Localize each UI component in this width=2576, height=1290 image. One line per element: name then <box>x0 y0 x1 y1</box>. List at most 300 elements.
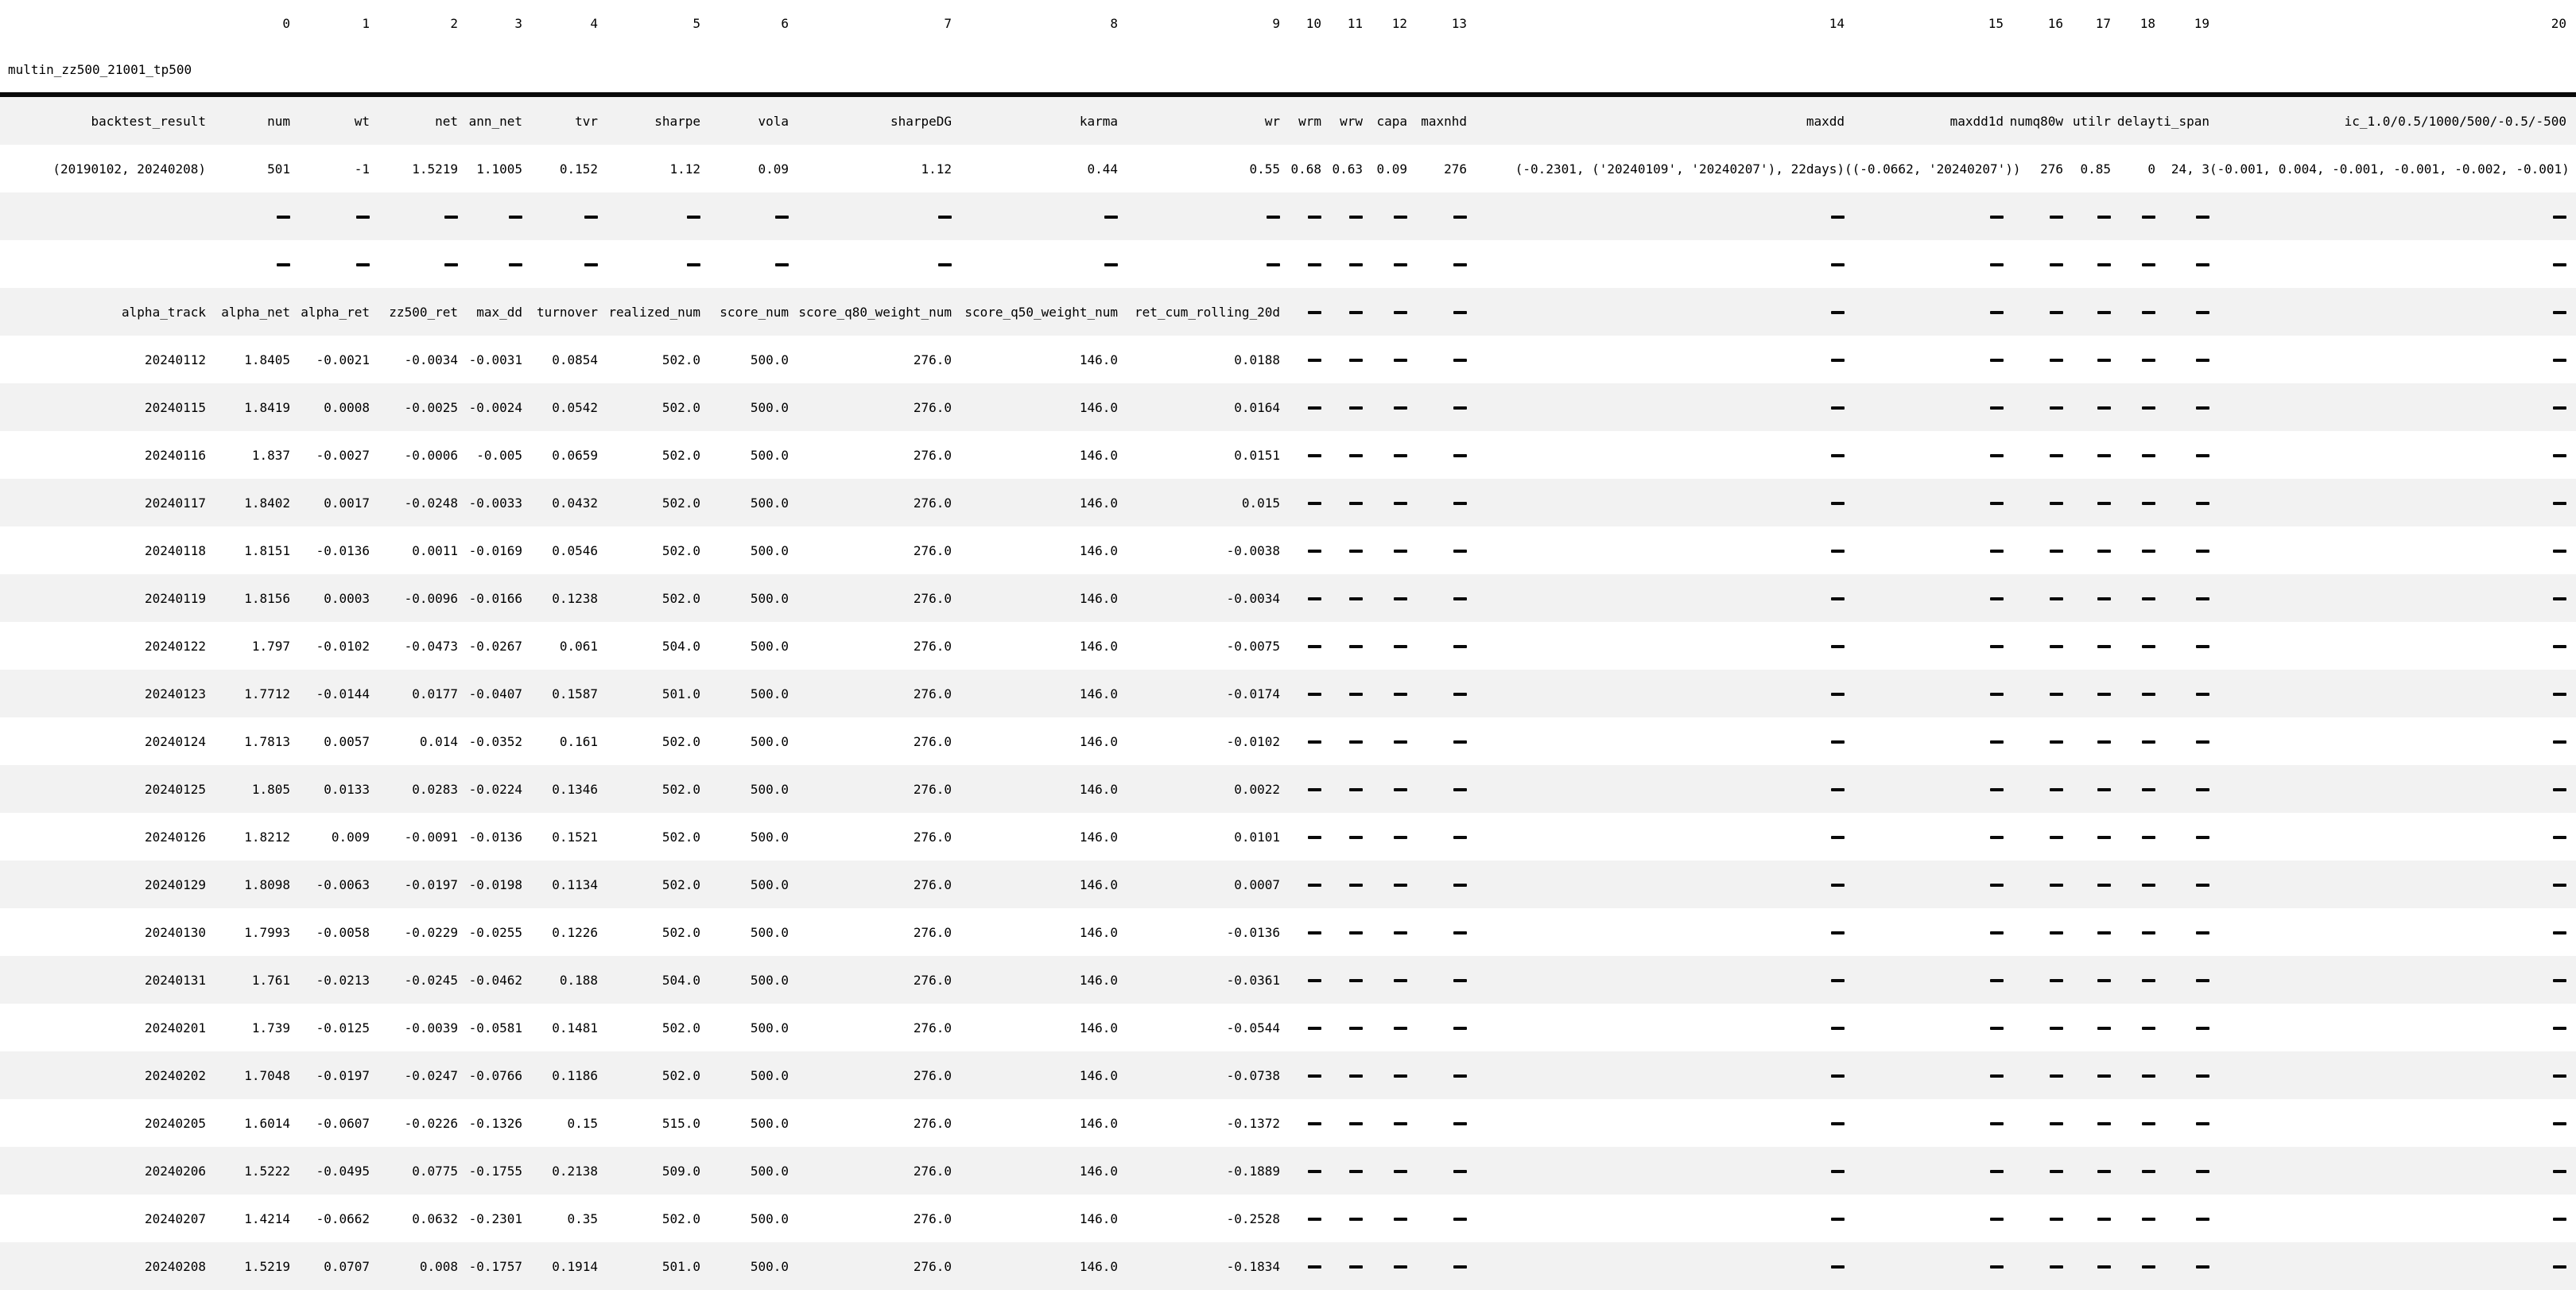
date-row-20240118-capa <box>1363 526 1407 574</box>
date-row-20240201-numq80w <box>2004 1004 2063 1051</box>
na-dash-mark <box>2097 454 2111 457</box>
date-row-20240201 <box>0 1004 2576 1051</box>
date-row-20240126-utilr <box>2063 813 2111 861</box>
date-row-20240130-sharpeDG: 276.0 <box>913 924 952 940</box>
date-row-20240205-karma: 146.0 <box>1079 1115 1118 1131</box>
na-dash-mark <box>356 263 370 266</box>
na-dash-mark <box>1990 502 2004 505</box>
date-row-20240123-utilr <box>2063 670 2111 717</box>
placeholder-row-2-wt <box>290 240 370 288</box>
column-header-net: net <box>370 95 458 145</box>
na-dash-mark <box>1308 216 1321 219</box>
date-row-20240122-maxdd <box>1467 622 1845 670</box>
alpha-header-row-ti_span <box>2155 288 2209 336</box>
date-row-20240123-maxdd1d <box>1845 670 2004 717</box>
date-row-20240130-maxdd <box>1467 908 1845 956</box>
title-row <box>0 46 2576 95</box>
na-dash-mark <box>1990 693 2004 696</box>
na-dash-mark <box>1990 979 2004 982</box>
date-row-20240130-utilr <box>2063 908 2111 956</box>
na-dash-mark <box>1831 931 1845 934</box>
column-header-maxnhd: maxnhd <box>1407 95 1467 145</box>
na-dash-mark <box>2196 550 2209 553</box>
date-row-20240129-ic <box>2209 861 2576 908</box>
na-dash-mark <box>1453 1170 1467 1173</box>
date-row-20240122-backtest_result: 20240122 <box>144 638 206 654</box>
date-row-20240115-ti_span <box>2155 383 2209 431</box>
date-row-20240130 <box>0 908 2576 956</box>
column-index-cell: 3 <box>514 15 522 31</box>
na-dash-mark <box>2050 263 2063 266</box>
na-dash-mark <box>2196 454 2209 457</box>
date-row-20240129-delay <box>2111 861 2155 908</box>
na-dash-mark <box>1308 645 1321 648</box>
date-row-20240116-wrm <box>1280 431 1321 479</box>
na-dash-mark <box>2553 836 2566 839</box>
date-row-20240119-net: -0.0096 <box>404 590 458 606</box>
date-row-20240206-vola: 500.0 <box>750 1163 789 1179</box>
date-row-20240126-ic <box>2209 813 2576 861</box>
placeholder-row-1-wrm <box>1280 192 1321 240</box>
na-dash-mark <box>1308 931 1321 934</box>
date-row-20240207-wrm <box>1280 1195 1321 1242</box>
na-dash-mark <box>509 263 522 266</box>
date-row-20240118-ann_net: -0.0169 <box>468 542 522 558</box>
date-row-20240207-maxnhd <box>1407 1195 1467 1242</box>
date-row-20240117-net: -0.0248 <box>404 495 458 511</box>
na-dash-mark <box>1831 454 1845 457</box>
na-dash-mark <box>2050 406 2063 410</box>
date-row-20240125-sharpe: 502.0 <box>661 781 700 797</box>
na-dash-mark <box>1308 311 1321 314</box>
date-row-20240129-num: 1.8098 <box>244 876 290 892</box>
date-row-20240207-ann_net: -0.2301 <box>468 1210 522 1226</box>
na-dash-mark <box>2097 1170 2111 1173</box>
date-row-20240123-num: 1.7712 <box>244 686 290 701</box>
date-row-20240112-wt: -0.0021 <box>316 352 370 367</box>
na-dash-mark <box>1394 693 1407 696</box>
date-row-20240126-karma: 146.0 <box>1079 829 1118 845</box>
placeholder-row-2-ic <box>2209 240 2576 288</box>
date-row-20240119-maxdd1d <box>1845 574 2004 622</box>
date-row-20240116-capa <box>1363 431 1407 479</box>
date-row-20240207-numq80w <box>2004 1195 2063 1242</box>
summary-row-delay: 0 <box>2147 161 2155 177</box>
date-row-20240208-capa <box>1363 1242 1407 1290</box>
na-dash-mark <box>2050 979 2063 982</box>
date-row-20240112-capa <box>1363 336 1407 383</box>
na-dash-mark <box>1990 263 2004 266</box>
alpha-header-row-wt: alpha_ret <box>301 304 370 320</box>
date-row-20240201-sharpe: 502.0 <box>661 1020 700 1035</box>
date-row-20240123-wt: -0.0144 <box>316 686 370 701</box>
date-row-20240126-numq80w <box>2004 813 2063 861</box>
date-row-20240119-vola: 500.0 <box>750 590 789 606</box>
date-row-20240129-wrw <box>1321 861 1363 908</box>
date-row-20240205-numq80w <box>2004 1099 2063 1147</box>
date-row-20240129-ann_net: -0.0198 <box>468 876 522 892</box>
na-dash-mark <box>2196 979 2209 982</box>
date-row-20240131-utilr <box>2063 956 2111 1004</box>
date-row-20240207-utilr <box>2063 1195 2111 1242</box>
date-row-20240205-backtest_result: 20240205 <box>144 1115 206 1131</box>
na-dash-mark <box>2097 502 2111 505</box>
na-dash-mark <box>1990 1122 2004 1125</box>
placeholder-row-1-ti_span <box>2155 192 2209 240</box>
column-index-cell: 16 <box>2047 15 2063 31</box>
date-row-20240119-numq80w <box>2004 574 2063 622</box>
na-dash-mark <box>2142 1170 2155 1173</box>
date-row-20240124-tvr: 0.161 <box>559 733 598 749</box>
placeholder-row-1-utilr <box>2063 192 2111 240</box>
strategy-title: multin_zz500_21001_tp500 <box>8 61 192 77</box>
date-row-20240205-wrm <box>1280 1099 1321 1147</box>
date-row-20240130-wrm <box>1280 908 1321 956</box>
date-row-20240124-ti_span <box>2155 717 2209 765</box>
placeholder-row-2-ann_net <box>458 240 522 288</box>
column-index-cell: 10 <box>1305 15 1321 31</box>
date-row-20240131-ann_net: -0.0462 <box>468 972 522 988</box>
na-dash-mark <box>1349 406 1363 410</box>
date-row-20240205-delay <box>2111 1099 2155 1147</box>
na-dash-mark <box>2553 1265 2566 1269</box>
date-row-20240208-ann_net: -0.1757 <box>468 1258 522 1274</box>
date-row-20240116-ti_span <box>2155 431 2209 479</box>
date-row-20240117-maxdd <box>1467 479 1845 526</box>
date-row-20240125-ann_net: -0.0224 <box>468 781 522 797</box>
date-row-20240201-wt: -0.0125 <box>316 1020 370 1035</box>
date-row-20240112-sharpeDG: 276.0 <box>913 352 952 367</box>
date-row-20240112-vola: 500.0 <box>750 352 789 367</box>
date-row-20240207-tvr: 0.35 <box>567 1210 598 1226</box>
na-dash-mark <box>2196 836 2209 839</box>
summary-row-wrm: 0.68 <box>1290 161 1321 177</box>
summary-row-vola: 0.09 <box>758 161 789 177</box>
date-row-20240202-num: 1.7048 <box>244 1067 290 1083</box>
date-row-20240205-wt: -0.0607 <box>316 1115 370 1131</box>
summary-row-wr: 0.55 <box>1249 161 1280 177</box>
date-row-20240122-sharpe: 504.0 <box>661 638 700 654</box>
date-row-20240123-ti_span <box>2155 670 2209 717</box>
placeholder-row-1-wrw <box>1321 192 1363 240</box>
date-row-20240131-ti_span <box>2155 956 2209 1004</box>
na-dash-mark <box>277 263 290 266</box>
summary-row-ti_span: 24, 3 <box>2171 161 2209 177</box>
date-row-20240123-capa <box>1363 670 1407 717</box>
placeholder-row-2-utilr <box>2063 240 2111 288</box>
na-dash-mark <box>2553 693 2566 696</box>
date-row-20240202-utilr <box>2063 1051 2111 1099</box>
date-row-20240129-backtest_result: 20240129 <box>144 876 206 892</box>
date-row-20240112-wr: 0.0188 <box>1234 352 1280 367</box>
date-row-20240207-maxdd1d <box>1845 1195 2004 1242</box>
na-dash-mark <box>1831 406 1845 410</box>
date-row-20240119-maxdd <box>1467 574 1845 622</box>
na-dash-mark <box>1831 597 1845 600</box>
na-dash-mark <box>1349 597 1363 600</box>
date-row-20240112-tvr: 0.0854 <box>552 352 598 367</box>
column-header-wrw: wrw <box>1321 95 1363 145</box>
date-row-20240125-capa <box>1363 765 1407 813</box>
date-row-20240202-numq80w <box>2004 1051 2063 1099</box>
date-row-20240116-sharpeDG: 276.0 <box>913 447 952 463</box>
na-dash-mark <box>938 216 952 219</box>
date-row-20240131-wr: -0.0361 <box>1226 972 1280 988</box>
date-row-20240115-numq80w <box>2004 383 2063 431</box>
date-row-20240125-maxnhd <box>1407 765 1467 813</box>
na-dash-mark <box>1990 454 2004 457</box>
placeholder-row-1-sharpeDG <box>789 192 952 240</box>
date-row-20240125-delay <box>2111 765 2155 813</box>
na-dash-mark <box>1990 550 2004 553</box>
date-row-20240208-delay <box>2111 1242 2155 1290</box>
column-header-utilr: utilr <box>2063 95 2111 145</box>
na-dash-mark <box>2050 550 2063 553</box>
date-row-20240131 <box>0 956 2576 1004</box>
na-dash-mark <box>1990 311 2004 314</box>
placeholder-row-1-karma <box>952 192 1118 240</box>
date-row-20240115-sharpeDG: 276.0 <box>913 399 952 415</box>
date-row-20240130-capa <box>1363 908 1407 956</box>
na-dash-mark <box>1453 216 1467 219</box>
column-header-karma: karma <box>952 95 1118 145</box>
date-row-20240126-maxdd <box>1467 813 1845 861</box>
na-dash-mark <box>1453 931 1467 934</box>
date-row-20240117-ti_span <box>2155 479 2209 526</box>
date-row-20240208-tvr: 0.1914 <box>552 1258 598 1274</box>
date-row-20240123-tvr: 0.1587 <box>552 686 598 701</box>
na-dash-mark <box>2097 597 2111 600</box>
date-row-20240131-num: 1.761 <box>251 972 290 988</box>
column-index-cell: 2 <box>450 15 458 31</box>
date-row-20240112-maxdd1d <box>1845 336 2004 383</box>
na-dash-mark <box>2097 1265 2111 1269</box>
date-row-20240117-numq80w <box>2004 479 2063 526</box>
date-row-20240123-maxnhd <box>1407 670 1467 717</box>
na-dash-mark <box>1453 406 1467 410</box>
date-row-20240131-wt: -0.0213 <box>316 972 370 988</box>
date-row-20240130-wt: -0.0058 <box>316 924 370 940</box>
na-dash-mark <box>1831 1218 1845 1221</box>
date-row-20240115-maxdd <box>1467 383 1845 431</box>
na-dash-mark <box>2196 884 2209 887</box>
date-row-20240202-vola: 500.0 <box>750 1067 789 1083</box>
na-dash-mark <box>1831 1027 1845 1030</box>
na-dash-mark <box>1831 836 1845 839</box>
date-row-20240118-wrm <box>1280 526 1321 574</box>
date-row-20240123-wrw <box>1321 670 1363 717</box>
date-row-20240130-ann_net: -0.0255 <box>468 924 522 940</box>
placeholder-row-1-ann_net <box>458 192 522 240</box>
date-row-20240116-utilr <box>2063 431 2111 479</box>
date-row-20240123-maxdd <box>1467 670 1845 717</box>
date-row-20240126-vola: 500.0 <box>750 829 789 845</box>
na-dash-mark <box>2196 1027 2209 1030</box>
date-row-20240112 <box>0 336 2576 383</box>
date-row-20240122-ann_net: -0.0267 <box>468 638 522 654</box>
alpha-header-row-net: zz500_ret <box>389 304 458 320</box>
na-dash-mark <box>2553 502 2566 505</box>
na-dash-mark <box>2553 931 2566 934</box>
date-row-20240205-vola: 500.0 <box>750 1115 789 1131</box>
alpha-header-row-maxdd <box>1467 288 1845 336</box>
date-row-20240202-maxdd1d <box>1845 1051 2004 1099</box>
date-row-20240129-vola: 500.0 <box>750 876 789 892</box>
na-dash-mark <box>444 216 458 219</box>
na-dash-mark <box>2196 1218 2209 1221</box>
na-dash-mark <box>1349 1074 1363 1078</box>
date-row-20240124-vola: 500.0 <box>750 733 789 749</box>
na-dash-mark <box>1349 884 1363 887</box>
date-row-20240124-num: 1.7813 <box>244 733 290 749</box>
placeholder-row-2-vola <box>700 240 789 288</box>
alpha-header-row-tvr: turnover <box>536 304 598 320</box>
na-dash-mark <box>1308 1027 1321 1030</box>
date-row-20240202 <box>0 1051 2576 1099</box>
date-row-20240129-numq80w <box>2004 861 2063 908</box>
date-row-20240201-tvr: 0.1481 <box>552 1020 598 1035</box>
date-row-20240118-maxdd <box>1467 526 1845 574</box>
na-dash-mark <box>1394 454 1407 457</box>
date-row-20240125-wt: 0.0133 <box>324 781 370 797</box>
date-row-20240208-vola: 500.0 <box>750 1258 789 1274</box>
date-row-20240202-ic <box>2209 1051 2576 1099</box>
date-row-20240112-ic <box>2209 336 2576 383</box>
na-dash-mark <box>2097 740 2111 744</box>
date-row-20240126-net: -0.0091 <box>404 829 458 845</box>
alpha-header-row-ann_net: max_dd <box>476 304 522 320</box>
na-dash-mark <box>1394 597 1407 600</box>
date-row-20240131-ic <box>2209 956 2576 1004</box>
na-dash-mark <box>2196 1122 2209 1125</box>
date-row-20240123-delay <box>2111 670 2155 717</box>
date-row-20240208-wrw <box>1321 1242 1363 1290</box>
na-dash-mark <box>1349 1122 1363 1125</box>
date-row-20240201-capa <box>1363 1004 1407 1051</box>
na-dash-mark <box>2050 1027 2063 1030</box>
na-dash-mark <box>1349 454 1363 457</box>
date-row-20240124-karma: 146.0 <box>1079 733 1118 749</box>
summary-row-num: 501 <box>267 161 290 177</box>
na-dash-mark <box>2097 1074 2111 1078</box>
na-dash-mark <box>1453 454 1467 457</box>
date-row-20240208-utilr <box>2063 1242 2111 1290</box>
na-dash-mark <box>2097 979 2111 982</box>
placeholder-row-2-net <box>370 240 458 288</box>
date-row-20240119-karma: 146.0 <box>1079 590 1118 606</box>
na-dash-mark <box>2097 884 2111 887</box>
date-row-20240115-wt: 0.0008 <box>324 399 370 415</box>
na-dash-mark <box>2553 979 2566 982</box>
na-dash-mark <box>1453 740 1467 744</box>
date-row-20240118-numq80w <box>2004 526 2063 574</box>
placeholder-row-1 <box>0 192 2576 240</box>
date-row-20240119-maxnhd <box>1407 574 1467 622</box>
na-dash-mark <box>1349 931 1363 934</box>
date-row-20240123-ic <box>2209 670 2576 717</box>
na-dash-mark <box>1831 502 1845 505</box>
na-dash-mark <box>1308 788 1321 791</box>
summary-row-maxdd: (-0.2301, ('20240109', '20240207'), 22days) <box>1515 161 1845 177</box>
date-row-20240117-ic <box>2209 479 2576 526</box>
alpha-header-row-utilr <box>2063 288 2111 336</box>
na-dash-mark <box>1453 979 1467 982</box>
placeholder-row-2-tvr <box>522 240 598 288</box>
na-dash-mark <box>687 216 700 219</box>
column-header-wrm: wrm <box>1280 95 1321 145</box>
column-index-row <box>0 0 2576 46</box>
na-dash-mark <box>2196 406 2209 410</box>
na-dash-mark <box>2097 1027 2111 1030</box>
date-row-20240118 <box>0 526 2576 574</box>
date-row-20240115-ic <box>2209 383 2576 431</box>
date-row-20240202-karma: 146.0 <box>1079 1067 1118 1083</box>
date-row-20240131-sharpeDG: 276.0 <box>913 972 952 988</box>
date-row-20240115-ann_net: -0.0024 <box>468 399 522 415</box>
date-row-20240116-wrw <box>1321 431 1363 479</box>
na-dash-mark <box>2097 1218 2111 1221</box>
na-dash-mark <box>1394 1170 1407 1173</box>
date-row-20240119 <box>0 574 2576 622</box>
na-dash-mark <box>1394 645 1407 648</box>
date-row-20240130-delay <box>2111 908 2155 956</box>
na-dash-mark <box>2196 1170 2209 1173</box>
date-row-20240119-tvr: 0.1238 <box>552 590 598 606</box>
summary-row-numq80w: 276 <box>2040 161 2063 177</box>
date-row-20240129-maxdd1d <box>1845 861 2004 908</box>
date-row-20240201-delay <box>2111 1004 2155 1051</box>
na-dash-mark <box>1453 788 1467 791</box>
na-dash-mark <box>1394 1122 1407 1125</box>
na-dash-mark <box>2142 1265 2155 1269</box>
date-row-20240125-wr: 0.0022 <box>1234 781 1280 797</box>
date-row-20240201-maxdd1d <box>1845 1004 2004 1051</box>
na-dash-mark <box>1394 1218 1407 1221</box>
column-index-cell: 18 <box>2140 15 2155 31</box>
na-dash-mark <box>1349 550 1363 553</box>
date-row-20240207-delay <box>2111 1195 2155 1242</box>
na-dash-mark <box>1990 1027 2004 1030</box>
na-dash-mark <box>1349 263 1363 266</box>
date-row-20240122-numq80w <box>2004 622 2063 670</box>
date-row-20240122-karma: 146.0 <box>1079 638 1118 654</box>
placeholder-row-1-sharpe <box>598 192 700 240</box>
column-header-tvr: tvr <box>522 95 598 145</box>
date-row-20240202-wr: -0.0738 <box>1226 1067 1280 1083</box>
date-row-20240131-delay <box>2111 956 2155 1004</box>
placeholder-row-2-wr <box>1118 240 1280 288</box>
date-row-20240123-ann_net: -0.0407 <box>468 686 522 701</box>
na-dash-mark <box>2050 645 2063 648</box>
date-row-20240129-maxdd <box>1467 861 1845 908</box>
date-row-20240206-ti_span <box>2155 1147 2209 1195</box>
date-row-20240208-ic <box>2209 1242 2576 1290</box>
na-dash-mark <box>2142 550 2155 553</box>
date-row-20240131-tvr: 0.188 <box>559 972 598 988</box>
date-row-20240118-delay <box>2111 526 2155 574</box>
na-dash-mark <box>2142 740 2155 744</box>
date-row-20240207-vola: 500.0 <box>750 1210 789 1226</box>
date-row-20240115-tvr: 0.0542 <box>552 399 598 415</box>
na-dash-mark <box>2142 502 2155 505</box>
date-row-20240206-delay <box>2111 1147 2155 1195</box>
na-dash-mark <box>2097 836 2111 839</box>
date-row-20240118-sharpe: 502.0 <box>661 542 700 558</box>
date-row-20240207-ti_span <box>2155 1195 2209 1242</box>
na-dash-mark <box>444 263 458 266</box>
na-dash-mark <box>2097 788 2111 791</box>
date-row-20240117-wr: 0.015 <box>1241 495 1280 511</box>
